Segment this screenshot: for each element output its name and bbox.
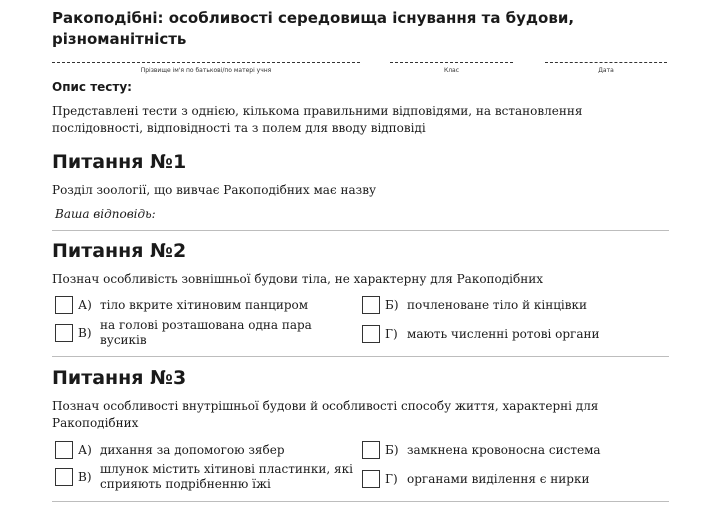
separator — [52, 356, 669, 357]
question-2-option-b[interactable] — [362, 296, 667, 314]
date-line[interactable] — [545, 62, 667, 63]
checkbox[interactable] — [362, 470, 380, 488]
checkbox[interactable] — [55, 296, 73, 314]
option-text: на голові розташована одна пара вусиків — [100, 318, 312, 347]
option-text: мають численні ротові органи — [407, 326, 600, 341]
checkbox[interactable] — [55, 324, 73, 342]
option-letter: Б) — [385, 298, 399, 312]
question-3-option-b[interactable] — [362, 441, 667, 459]
question-2-title: Питання №2 — [52, 240, 187, 262]
class-line[interactable] — [390, 62, 513, 63]
question-3-title: Питання №3 — [52, 367, 187, 389]
student-name-label: Прізвище ім'я по батькові/по матері учня — [140, 67, 272, 74]
page-title: Ракоподібні: особливості середовища існування та будови, різноманітність — [52, 9, 575, 48]
option-letter: Б) — [385, 443, 399, 457]
option-text: шлунок містить хітинові пластинки, які сприяють подрібненню їжі — [100, 462, 353, 491]
question-2-option-a[interactable] — [55, 296, 350, 314]
question-3-option-c[interactable] — [55, 462, 360, 492]
checkbox[interactable] — [362, 325, 380, 343]
checkbox[interactable] — [55, 468, 73, 486]
question-3-option-d[interactable] — [362, 470, 667, 488]
question-2-option-d[interactable] — [362, 325, 667, 343]
separator — [52, 501, 669, 502]
description-heading: Опис тесту: — [52, 80, 132, 94]
option-letter: В) — [78, 326, 92, 340]
question-1-text: Розділ зоології, що вивчає Ракоподібних має назву — [52, 183, 377, 197]
question-2-option-c[interactable] — [55, 318, 340, 348]
student-name-line[interactable] — [52, 62, 360, 63]
question-1-answer-input[interactable]: Ваша відповідь: — [55, 207, 156, 221]
option-text: органами виділення є нирки — [407, 471, 590, 486]
class-label: Клас — [443, 67, 460, 74]
checkbox[interactable] — [362, 441, 380, 459]
separator — [52, 230, 669, 231]
option-text: тіло вкрите хітиновим панциром — [100, 297, 309, 312]
question-1-title: Питання №1 — [52, 151, 187, 173]
option-letter: В) — [78, 470, 92, 484]
option-letter: А) — [78, 298, 92, 312]
question-3-option-a[interactable] — [55, 441, 350, 459]
option-letter: Г) — [385, 472, 398, 486]
checkbox[interactable] — [55, 441, 73, 459]
question-2-text: Познач особливість зовнішньої будови тіла, не характерну для Ракоподібних — [52, 272, 543, 286]
date-label: Дата — [598, 67, 614, 74]
option-text: дихання за допомогою зябер — [100, 442, 285, 457]
question-3-text: Познач особливості внутрішньої будови й особливості способу життя, характерні для Ракоподібних — [52, 399, 599, 430]
option-text: почленоване тіло й кінцівки — [407, 297, 588, 312]
description-text: Представлені тести з однією, кількома правильними відповідями, на встановлення послідовності, відповідності та з полем для вводу відповіді — [52, 104, 583, 135]
option-letter: Г) — [385, 327, 398, 341]
option-text: замкнена кровоносна система — [407, 442, 601, 457]
checkbox[interactable] — [362, 296, 380, 314]
option-letter: А) — [78, 443, 92, 457]
